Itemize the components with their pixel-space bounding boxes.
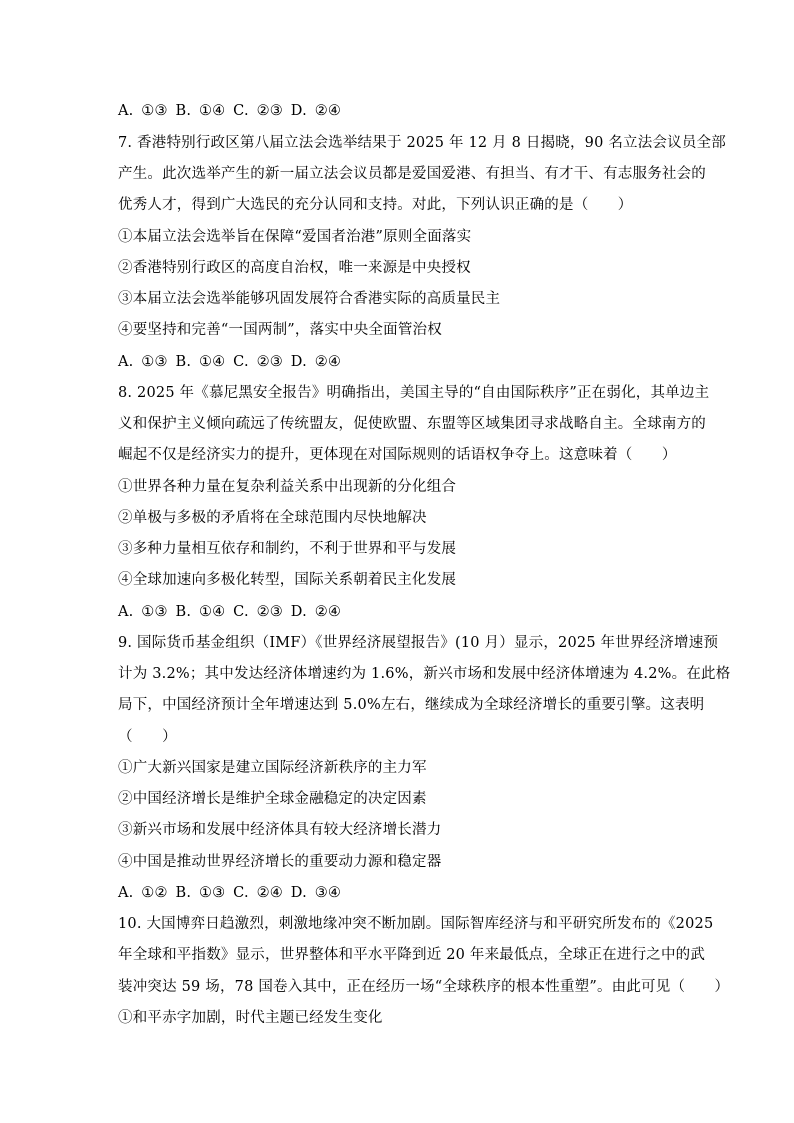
q8-answer-options: A. ①③ B. ①④ C. ②③ D. ②④ [118, 604, 342, 620]
q8-stem-line-1: 8. 2025 年《慕尼黑安全报告》明确指出，美国主导的“自由国际秩序”正在弱化，其单边主 [118, 385, 710, 401]
q10-stem-line-3: 装冲突达 59 场，78 国卷入其中，正在经历一场“全球秩序的根本性重塑”。由此可见（ ） [118, 979, 730, 995]
q8-stem-line-2: 义和保护主义倾向疏远了传统盟友，促使欧盟、东盟等区域集团寻求战略自主。全球南方的 [118, 416, 706, 432]
q10-stem-line-2: 年全球和平指数》显示，世界整体和平水平降到近 20 年来最低点，全球正在进行之中的武 [118, 947, 706, 963]
q7-stem-line-2: 产生。此次选举产生的新一届立法会议员都是爱国爱港、有担当、有才干、有志服务社会的 [118, 166, 706, 182]
q7-option-1: ①本届立法会选举旨在保障“爱国者治港”原则全面落实 [118, 229, 472, 245]
q8-option-4: ④全球加速向多极化转型，国际关系朝着民主化发展 [118, 572, 457, 588]
q8-stem-line-3: 崛起不仅是经济实力的提升，更体现在对国际规则的话语权争夺上。这意味着（ ） [118, 447, 677, 463]
q10-stem-line-1: 10. 大国博弈日趋激烈，刺激地缘冲突不断加剧。国际智库经济与和平研究所发布的《2025 [118, 916, 714, 932]
q9-stem-line-4: （ ） [118, 729, 177, 745]
q7-stem-line-1: 7. 香港特别行政区第八届立法会选举结果于 2025 年 12 月 8 日揭晓，90 名立法会议员全部 [118, 135, 726, 151]
q7-answer-options: A. ①③ B. ①④ C. ②③ D. ②④ [118, 354, 342, 370]
q9-option-3: ③新兴市场和发展中经济体具有较大经济增长潜力 [118, 822, 442, 838]
q9-option-4: ④中国是推动世界经济增长的重要动力源和稳定器 [118, 854, 442, 870]
q8-option-2: ②单极与多极的矛盾将在全球范围内尽快地解决 [118, 510, 427, 526]
q9-answer-options: A. ①② B. ①③ C. ②④ D. ③④ [118, 885, 342, 901]
q9-stem-line-1: 9. 国际货币基金组织（IMF）《世界经济展望报告》(10 月）显示，2025 年世界经济增速预 [118, 635, 719, 651]
q9-stem-line-3: 局下，中国经济预计全年增速达到 5.0%左右，继续成为全球经济增长的重要引擎。这表明 [118, 697, 705, 713]
q9-option-1: ①广大新兴国家是建立国际经济新秩序的主力军 [118, 760, 427, 776]
q7-option-3: ③本届立法会选举能够巩固发展符合香港实际的高质量民主 [118, 291, 501, 307]
q9-option-2: ②中国经济增长是维护全球金融稳定的决定因素 [118, 791, 427, 807]
q9-stem-line-2: 计为 3.2%；其中发达经济体增速约为 1.6%，新兴市场和发展中经济体增速为 4.2%。在此格 [118, 666, 731, 682]
q8-option-3: ③多种力量相互依存和制约，不利于世界和平与发展 [118, 541, 457, 557]
q8-option-1: ①世界各种力量在复杂利益关系中出现新的分化组合 [118, 479, 457, 495]
q7-option-2: ②香港特别行政区的高度自治权，唯一来源是中央授权 [118, 260, 471, 276]
q7-option-4: ④要坚持和完善“一国两制”，落实中央全面管治权 [118, 322, 442, 338]
q6-answer-options: A. ①③ B. ①④ C. ②③ D. ②④ [118, 103, 342, 119]
q7-stem-line-3: 优秀人才，得到广大选民的充分认同和支持。对此，下列认识正确的是（ ） [118, 197, 633, 213]
q10-option-1: ①和平赤字加剧，时代主题已经发生变化 [118, 1010, 383, 1026]
